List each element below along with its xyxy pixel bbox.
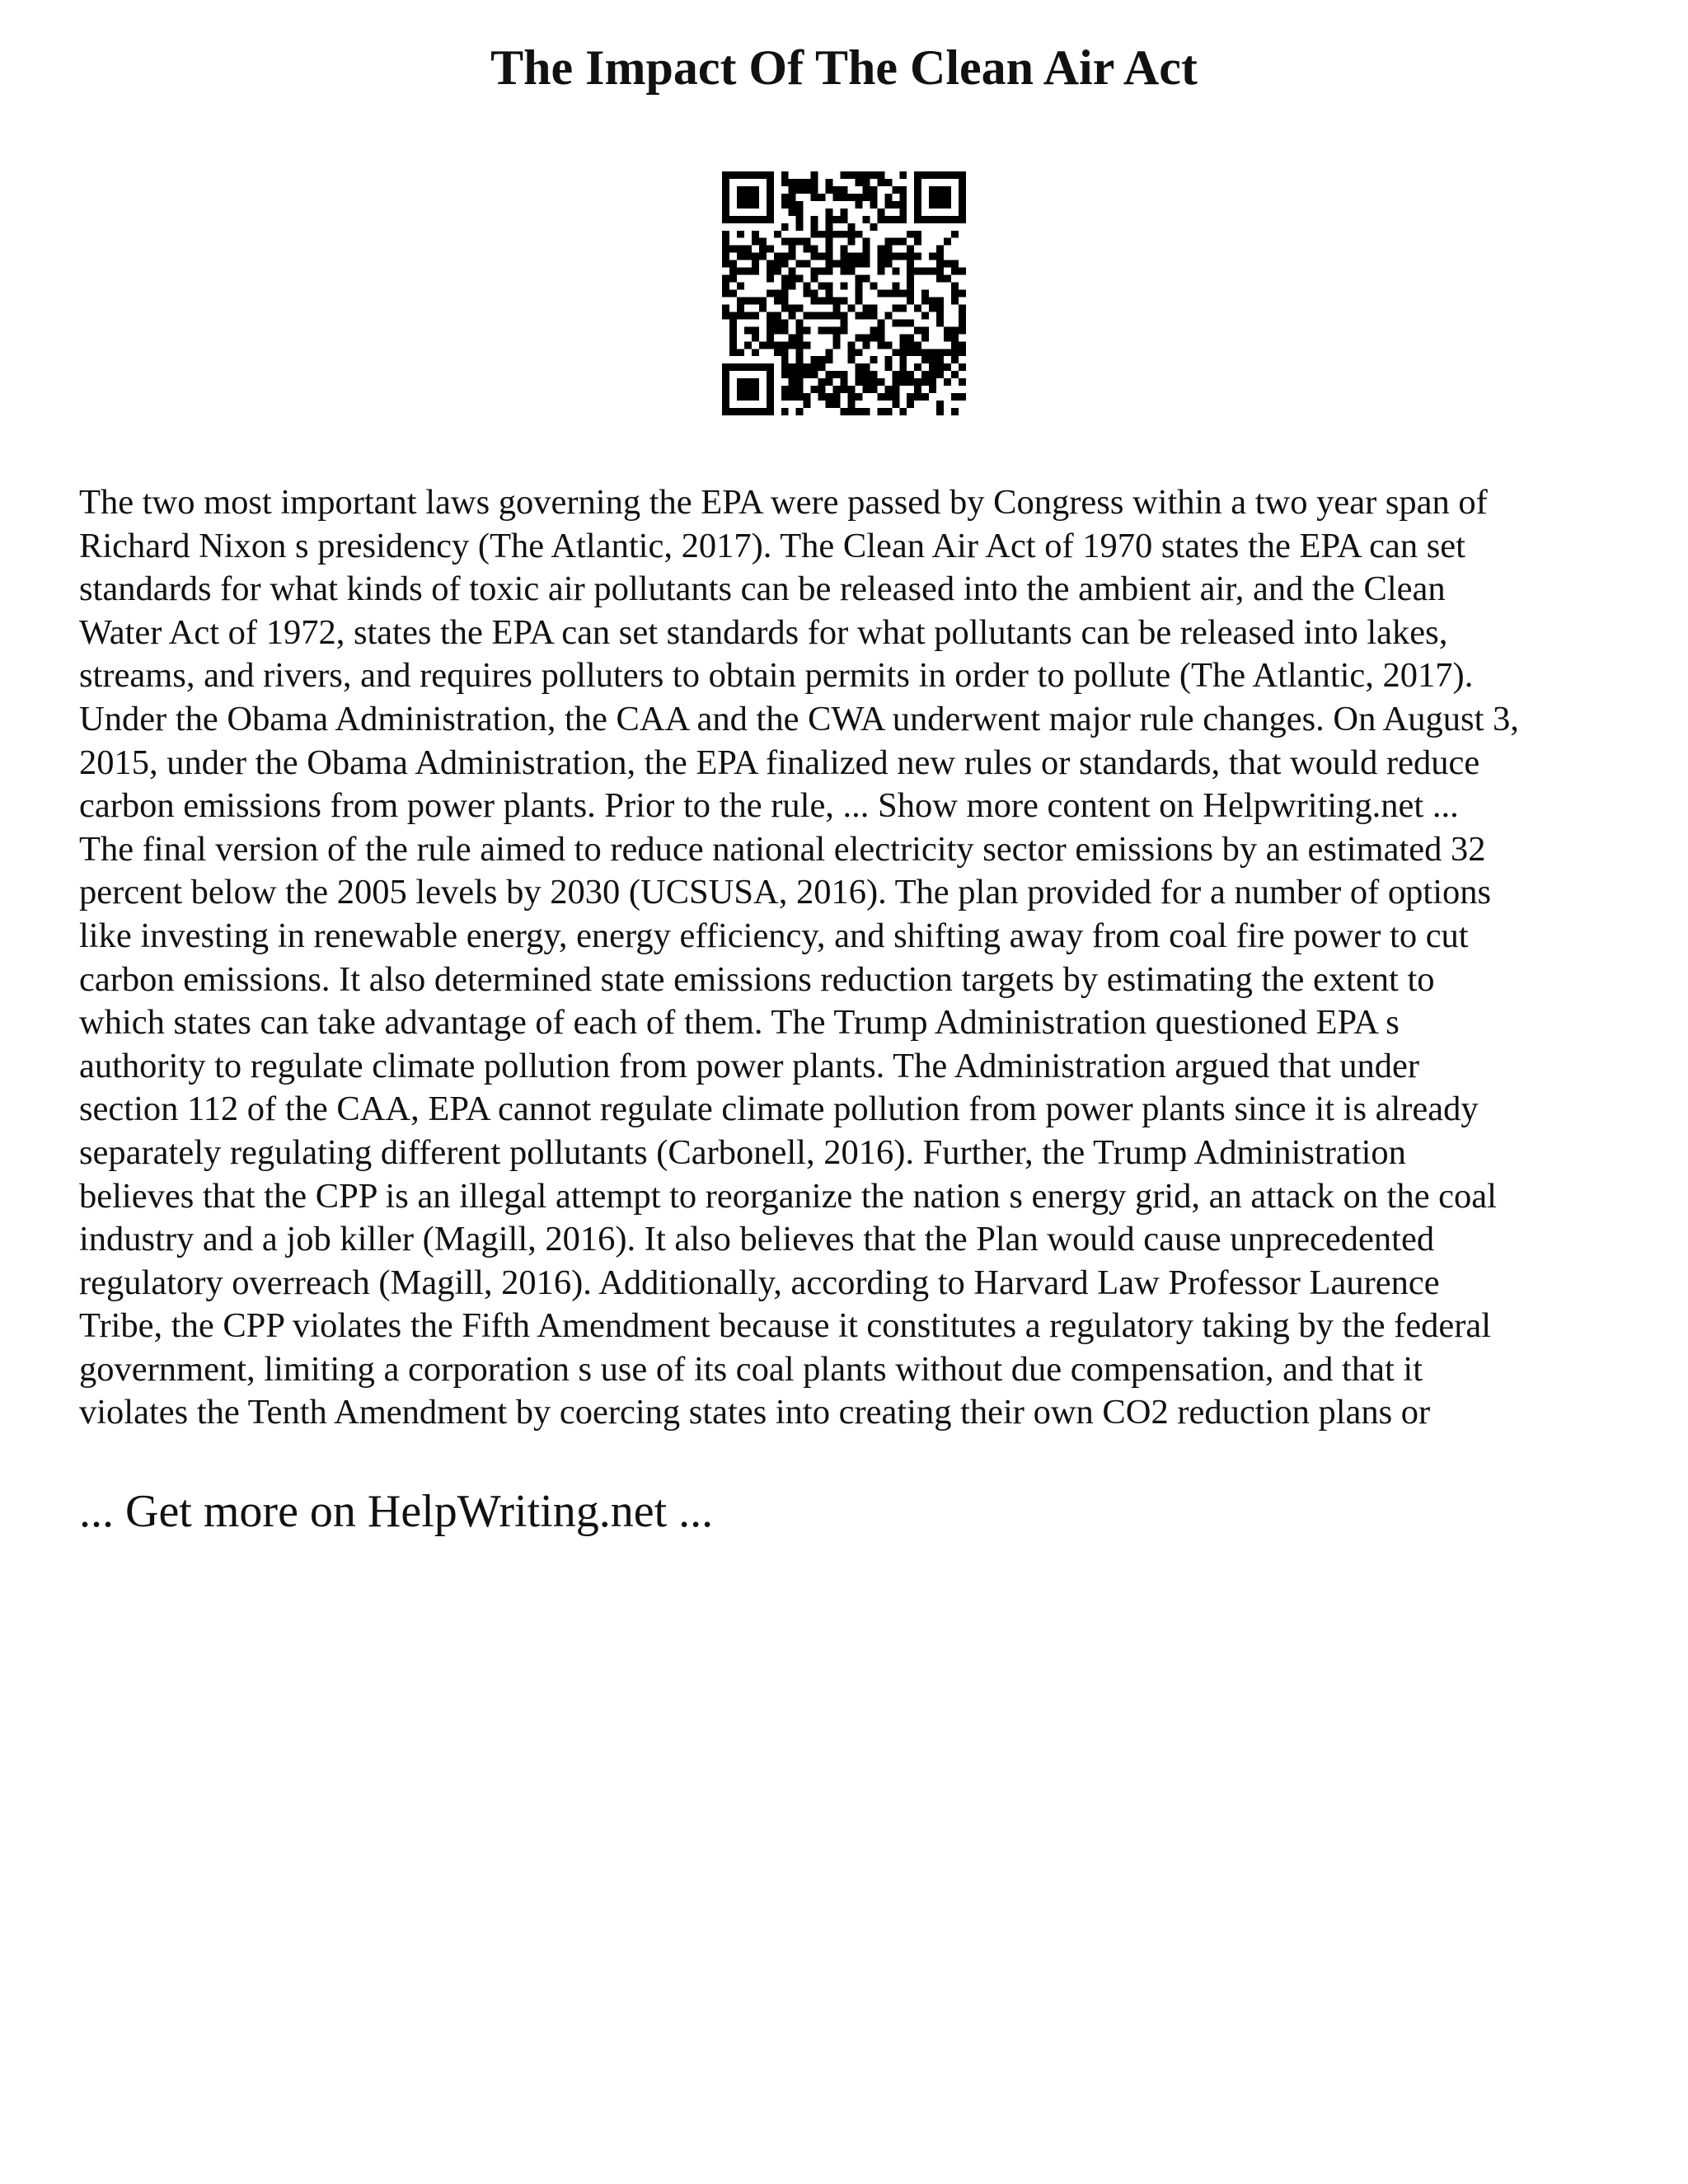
body-line: The two most important laws governing the EPA were passed by Congress within a two year span of — [79, 483, 1488, 522]
body-line: government, limiting a corporation s use of its coal plants without due compensation, and that it — [79, 1349, 1423, 1389]
body-line: carbon emissions from power plants. Prior to the rule, ... Show more content on Helpwriting.net ... — [79, 786, 1459, 826]
body-line: 2015, under the Obama Administration, the EPA finalized new rules or standards, that would reduce — [79, 743, 1480, 782]
body-line: separately regulating different pollutants (Carbonell, 2016). Further, the Trump Administration — [79, 1132, 1406, 1172]
body-line: industry and a job killer (Magill, 2016). It also believes that the Plan would cause unprecedented — [79, 1220, 1435, 1259]
body-line: authority to regulate climate pollution from power plants. The Administration argued that under — [79, 1046, 1420, 1085]
body-line: percent below the 2005 levels by 2030 (UCSUSA, 2016). The plan provided for a number of options — [79, 873, 1492, 912]
article-body — [79, 481, 1612, 1435]
body-line: standards for what kinds of toxic air pollutants can be released into the ambient air, and the Clean — [79, 569, 1446, 609]
body-line: streams, and rivers, and requires polluters to obtain permits in order to pollute (The Atlantic, 2017). — [79, 656, 1474, 696]
body-line: The final version of the rule aimed to reduce national electricity sector emissions by an estimated 32 — [79, 829, 1486, 869]
get-more-link[interactable]: ... Get more on HelpWriting.net ... — [79, 1486, 714, 1537]
body-line: believes that the CPP is an illegal attempt to reorganize the nation s energy grid, an attack on the coal — [79, 1176, 1497, 1216]
qr-code-icon — [722, 171, 966, 415]
body-line: Under the Obama Administration, the CAA and the CWA underwent major rule changes. On August 3, — [79, 699, 1519, 738]
body-line: carbon emissions. It also determined state emissions reduction targets by estimating the extent to — [79, 959, 1435, 999]
body-line: Richard Nixon s presidency (The Atlantic, 2017). The Clean Air Act of 1970 states the EPA can set — [79, 526, 1465, 565]
body-line: violates the Tenth Amendment by coercing states into creating their own CO2 reduction plans or — [79, 1393, 1431, 1432]
body-line: like investing in renewable energy, energy efficiency, and shifting away from coal fire power to cut — [79, 916, 1469, 955]
body-line: section 112 of the CAA, EPA cannot regulate climate pollution from power plants since it is already — [79, 1090, 1479, 1129]
body-line: which states can take advantage of each of them. The Trump Administration questioned EPA s — [79, 1003, 1400, 1043]
body-line: Tribe, the CPP violates the Fifth Amendment because it constitutes a regulatory taking by the federal — [79, 1306, 1492, 1346]
page-title: The Impact Of The Clean Air Act — [490, 40, 1198, 95]
body-line: regulatory overreach (Magill, 2016). Additionally, according to Harvard Law Professor Laurence — [79, 1263, 1440, 1302]
body-line: Water Act of 1972, states the EPA can set standards for what pollutants can be released into lakes, — [79, 612, 1448, 652]
